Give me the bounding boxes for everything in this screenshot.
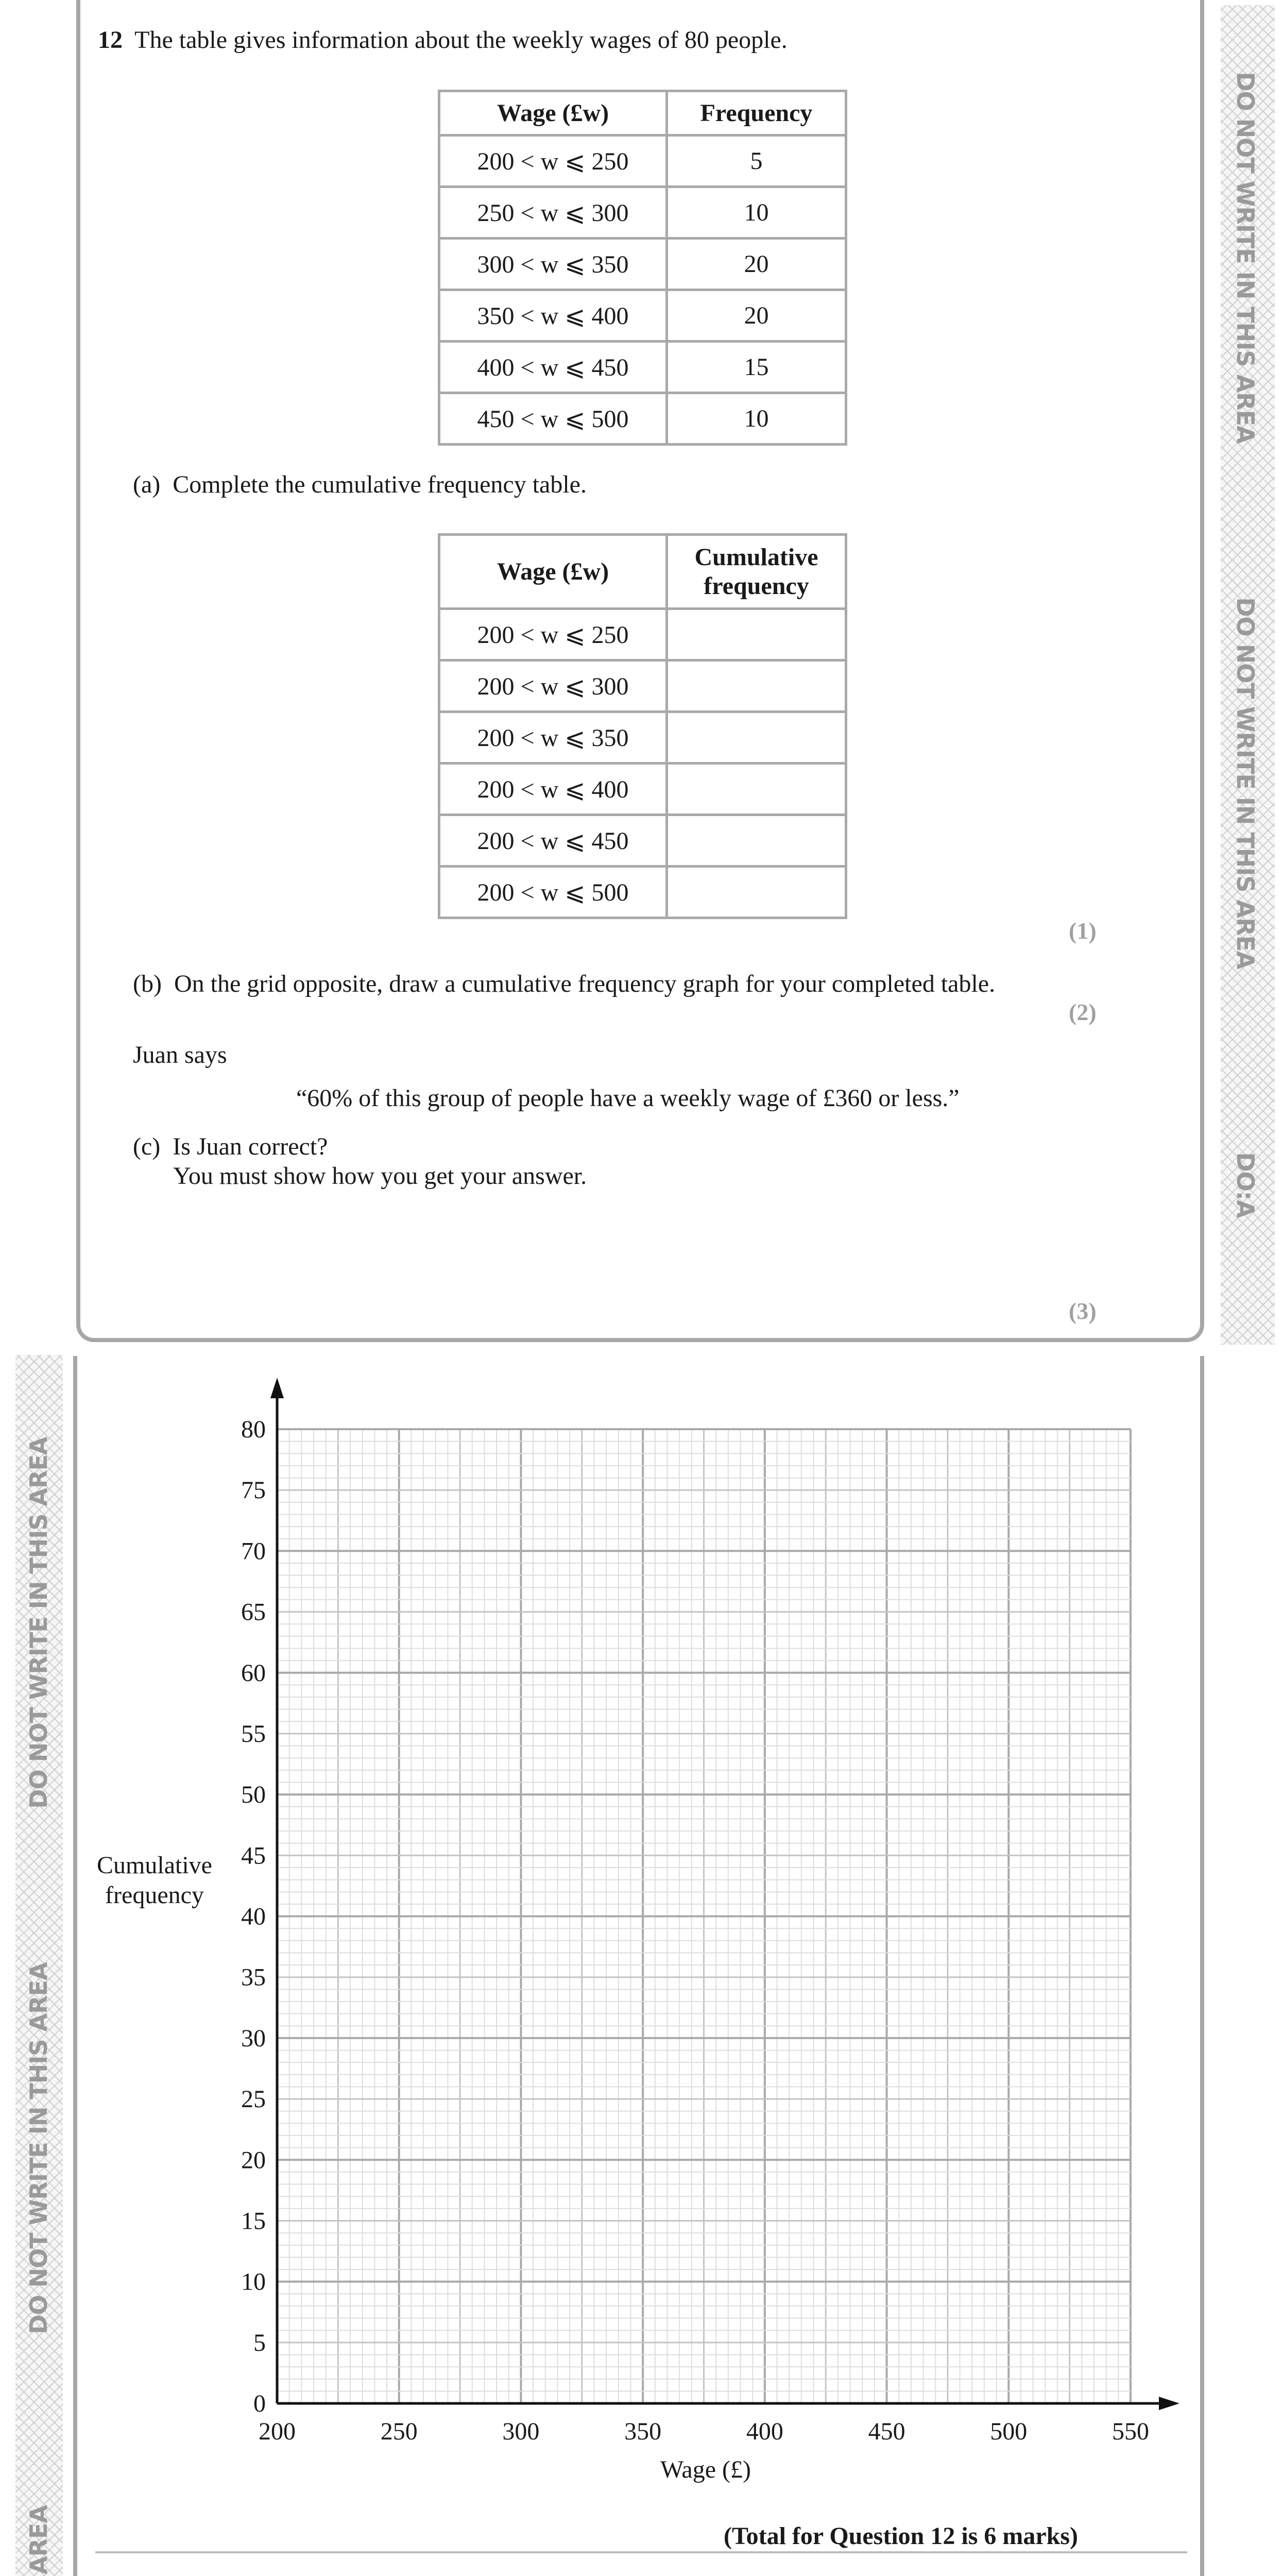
x-tick-label: 300 [502, 2418, 540, 2445]
juan-quote: “60% of this group of people have a weekly wage of £360 or less.” [296, 1084, 960, 1112]
x-tick-label: 450 [868, 2418, 905, 2445]
part-b-marks: (2) [1069, 999, 1097, 1025]
question-number: 12 [98, 26, 123, 54]
part-a-marks: (1) [1069, 918, 1097, 944]
freq-wage-cell: 200 < w ⩽ 250 [439, 135, 667, 187]
margin-warning-4: DO NOT WRITE IN THIS AREA [25, 1962, 53, 2334]
juan-says: Juan says [133, 1041, 227, 1069]
cum-wage-cell: 200 < w ⩽ 450 [439, 815, 667, 867]
freq-frequency-cell: 15 [667, 342, 846, 393]
part-a-text: Complete the cumulative frequency table. [173, 471, 587, 498]
x-axis-arrow [1159, 2397, 1179, 2410]
x-tick-label: 350 [624, 2418, 662, 2445]
part-c-marks: (3) [1069, 1298, 1097, 1324]
freq-frequency-cell: 5 [667, 135, 846, 187]
cum-header-cumfreq: Cumulative frequency [667, 535, 846, 609]
y-tick-label: 30 [241, 2024, 266, 2052]
x-tick-label: 550 [1112, 2418, 1149, 2445]
freq-header-frequency: Frequency [667, 91, 846, 135]
y-tick-label: 20 [241, 2146, 266, 2174]
freq-frequency-cell: 10 [667, 187, 846, 239]
part-a-label: (a) [133, 471, 161, 498]
part-b-label: (b) [133, 970, 162, 997]
margin-warning-truncated: DO:A [1231, 1152, 1259, 1218]
x-tick-label: 250 [380, 2418, 418, 2445]
y-tick-label: 15 [241, 2207, 266, 2235]
y-tick-label: 5 [253, 2329, 266, 2357]
y-tick-label: 80 [241, 1416, 266, 1443]
question-intro: The table gives information about the weekly wages of 80 people. [134, 26, 788, 54]
y-axis-label: Cumulative frequency [97, 1852, 212, 1909]
freq-frequency-cell: 20 [667, 239, 846, 290]
part-c-label: (c) [133, 1133, 161, 1160]
freq-wage-cell: 350 < w ⩽ 400 [439, 290, 667, 342]
x-tick-label: 400 [746, 2418, 783, 2445]
freq-wage-cell: 400 < w ⩽ 450 [439, 342, 667, 393]
margin-warning-2: DO NOT WRITE IN THIS AREA [1231, 597, 1259, 969]
y-tick-label: 60 [241, 1659, 266, 1687]
part-c-line2: You must show how you get your answer. [173, 1162, 587, 1190]
freq-frequency-cell: 20 [667, 290, 846, 342]
part-b-text: On the grid opposite, draw a cumulative frequency graph for your completed table. [174, 970, 996, 997]
y-tick-label: 65 [241, 1598, 266, 1626]
freq-header-wage: Wage (£w) [439, 91, 667, 135]
cum-header-wage: Wage (£w) [439, 535, 667, 609]
cum-wage-cell: 200 < w ⩽ 350 [439, 712, 667, 764]
part-c-line1: Is Juan correct? [173, 1133, 328, 1160]
y-tick-label: 25 [241, 2086, 266, 2113]
footer-rule [95, 2551, 1187, 2553]
y-tick-label: 35 [241, 1963, 266, 1991]
cum-wage-cell: 200 < w ⩽ 500 [439, 867, 667, 918]
y-tick-label: 10 [241, 2268, 266, 2296]
cum-wage-cell: 200 < w ⩽ 400 [439, 764, 667, 815]
y-tick-label: 40 [241, 1903, 266, 1930]
question-total: (Total for Question 12 is 6 marks) [724, 2522, 1079, 2550]
y-tick-label: 45 [241, 1842, 266, 1870]
y-tick-label: 75 [241, 1477, 266, 1504]
y-tick-label: 50 [241, 1781, 266, 1809]
margin-warning-1: DO NOT WRITE IN THIS AREA [1231, 72, 1259, 444]
x-tick-label: 200 [259, 2418, 296, 2445]
freq-wage-cell: 250 < w ⩽ 300 [439, 187, 667, 239]
y-tick-label: 70 [241, 1537, 266, 1565]
cum-wage-cell: 200 < w ⩽ 300 [439, 660, 667, 712]
margin-warning-3: DO NOT WRITE IN THIS AREA [25, 1437, 53, 1809]
y-axis-arrow [270, 1378, 284, 1398]
margin-warning-truncated-left: AREA [25, 2505, 53, 2575]
freq-wage-cell: 300 < w ⩽ 350 [439, 239, 667, 290]
y-tick-label: 55 [241, 1720, 266, 1748]
x-tick-label: 500 [990, 2418, 1028, 2445]
y-tick-label: 0 [253, 2390, 266, 2417]
cum-wage-cell: 200 < w ⩽ 250 [439, 609, 667, 660]
freq-wage-cell: 450 < w ⩽ 500 [439, 393, 667, 445]
freq-frequency-cell: 10 [667, 393, 846, 445]
x-axis-label: Wage (£) [660, 2456, 751, 2483]
